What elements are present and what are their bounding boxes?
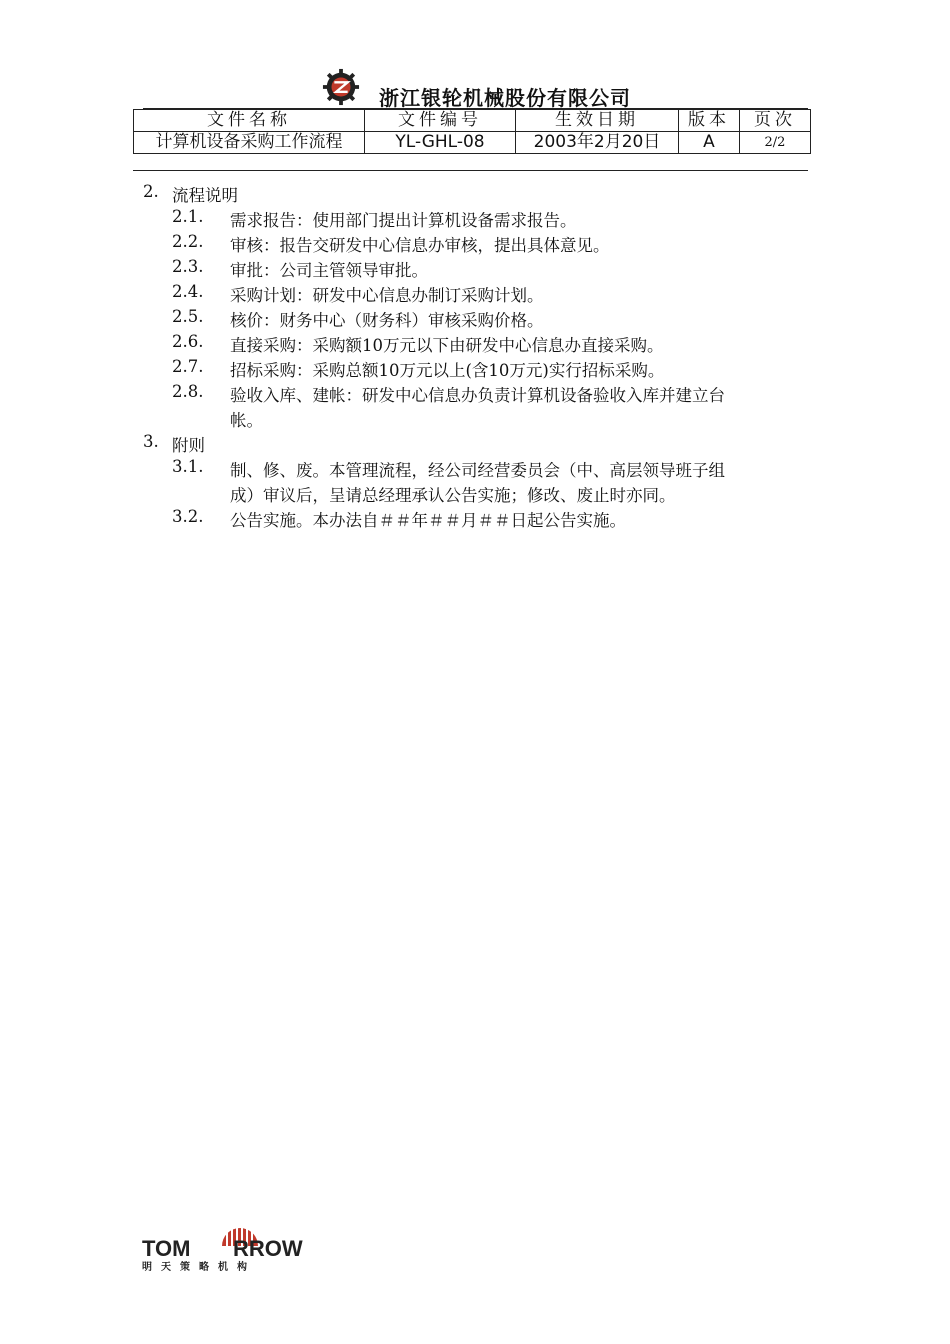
value-doc-number: YL-GHL-08 — [365, 132, 516, 154]
item-number: 3.1. — [172, 457, 204, 476]
item-number: 2.1. — [172, 207, 204, 226]
item-text: 招标采购：采购总额10万元以上(含10万元)实行招标采购。 — [230, 361, 665, 380]
label-effective-date: 生效日期 — [516, 110, 679, 132]
section-title: 流程说明 — [172, 186, 238, 205]
item-number: 2.2. — [172, 232, 204, 251]
tomorrow-sunrise-logo-icon — [140, 1210, 310, 1272]
footer-logo-right: RROW — [233, 1236, 303, 1261]
footer-logo-subtitle: 明天策略机构 — [142, 1262, 256, 1272]
item-text: 制、修、废。本管理流程，经公司经营委员会（中、高层领导班子组 — [230, 461, 725, 480]
item-text: 成）审议后，呈请总经理承认公告实施；修改、废止时亦同。 — [230, 486, 676, 505]
section-number: 2. — [143, 182, 159, 201]
item-number: 2.4. — [172, 282, 204, 301]
header-bottom-rule — [133, 170, 808, 171]
section-number: 3. — [143, 432, 159, 451]
label-doc-name: 文件名称 — [134, 110, 365, 132]
item-text: 直接采购：采购额10万元以下由研发中心信息办直接采购。 — [230, 336, 664, 355]
item-text: 验收入库、建帐：研发中心信息办负责计算机设备验收入库并建立台 — [230, 386, 725, 405]
value-doc-name: 计算机设备采购工作流程 — [134, 132, 365, 154]
info-table-value-row — [134, 132, 811, 154]
item-text: 需求报告：使用部门提出计算机设备需求报告。 — [230, 211, 577, 230]
item-text: 公告实施。本办法自＃＃年＃＃月＃＃日起公告实施。 — [230, 511, 626, 530]
value-page: 2/2 — [740, 132, 811, 154]
item-number: 2.3. — [172, 257, 204, 276]
footer-logo-left: TOM — [142, 1236, 191, 1261]
label-page: 页次 — [740, 110, 811, 132]
document-info-table — [133, 109, 811, 154]
label-doc-number: 文件编号 — [365, 110, 516, 132]
item-number: 2.6. — [172, 332, 204, 351]
item-text: 核价：财务中心（财务科）审核采购价格。 — [230, 311, 544, 330]
info-table-header-row — [134, 110, 811, 132]
item-text: 采购计划：研发中心信息办制订采购计划。 — [230, 286, 544, 305]
item-number: 2.5. — [172, 307, 204, 326]
section-title: 附则 — [172, 436, 205, 455]
item-text: 审核：报告交研发中心信息办审核，提出具体意见。 — [230, 236, 610, 255]
item-number: 2.7. — [172, 357, 204, 376]
label-version: 版本 — [679, 110, 740, 132]
item-text: 帐。 — [230, 411, 263, 430]
value-version: A — [679, 132, 740, 154]
value-effective-date: 2003年2月20日 — [516, 132, 679, 154]
company-name: 浙江银轮机械股份有限公司 — [379, 86, 631, 110]
item-number: 3.2. — [172, 507, 204, 526]
item-number: 2.8. — [172, 382, 204, 401]
item-text: 审批：公司主管领导审批。 — [230, 261, 428, 280]
